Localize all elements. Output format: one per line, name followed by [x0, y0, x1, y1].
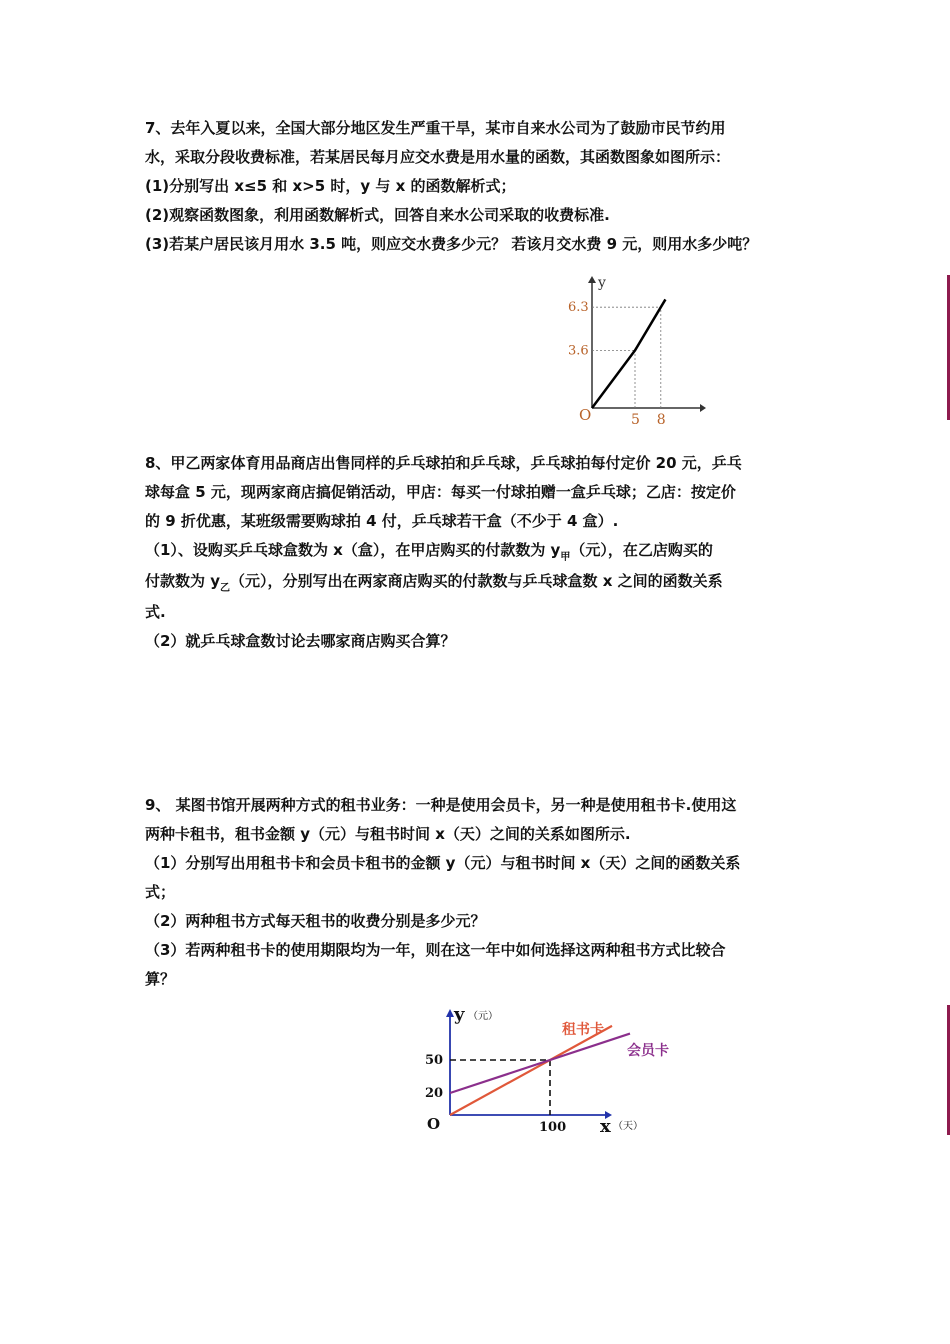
x-tick-label: 5: [631, 412, 640, 428]
q8-subscript-yi: 乙: [220, 583, 231, 594]
q8-line-5-a: 付款数为 y: [145, 572, 221, 590]
q7-line-4: (2)观察函数图象，利用函数解析式，回答自来水公司采取的收费标准.: [145, 206, 610, 224]
q8-line-3: 的 9 折优惠，某班级需要购球拍 4 付，乒乓球若干盒（不少于 4 盒）.: [145, 512, 619, 530]
question-7: [145, 114, 815, 259]
y-tick-label: 6.3: [568, 300, 589, 316]
q7-line-1: 7、去年入夏以来，全国大部分地区发生严重干旱，某市自来水公司为了鼓励市民节约用: [145, 119, 726, 137]
y-tick-label: 20: [425, 1086, 444, 1101]
x-tick-label: 100: [539, 1120, 567, 1135]
origin-label: O: [579, 406, 592, 424]
y-tick-label: 3.6: [568, 343, 589, 359]
x-axis-unit: （天）: [613, 1121, 643, 1132]
y-axis-arrow: [588, 276, 596, 283]
q7-line-5: (3)若某户居民该月用水 3.5 吨，则应交水费多少元？ 若该月交水费 9 元，则用水多少吨？: [145, 235, 758, 253]
q7-line-3: (1)分别写出 x≤5 和 x>5 时，y 与 x 的函数解析式；: [145, 177, 516, 195]
y-axis-arrow: [446, 1009, 454, 1017]
legend-label-rental-card: 租书卡: [562, 1022, 604, 1038]
question-8: [145, 449, 815, 656]
q8-line-5-b: （元），分别写出在两家商店购买的付款数与乒乓球盒数 x 之间的函数关系: [230, 572, 723, 590]
series-line-1: [450, 1034, 630, 1093]
q8-line-4-a: （1）、设购买乒乓球盒数为 x（盒），在甲店购买的付款数为 y: [145, 541, 561, 559]
q8-line-4-b: （元），在乙店购买的: [570, 541, 713, 559]
y-tick-label: 50: [425, 1053, 444, 1068]
x-axis-label: x: [600, 1116, 611, 1137]
series-line-0: [450, 1026, 612, 1115]
question-9: [145, 791, 815, 994]
y-axis-unit: （元）: [468, 1011, 498, 1022]
q8-line-6: 式.: [145, 603, 166, 621]
q9-line-1: 9、 某图书馆开展两种方式的租书业务：一种是使用会员卡，另一种是使用租书卡.使用这: [145, 796, 737, 814]
q8-line-7: （2）就乒乓球盒数讨论去哪家商店购买合算？: [145, 632, 456, 650]
q9-line-4: 式；: [145, 883, 176, 901]
origin-label: O: [427, 1115, 441, 1133]
q9-line-2: 两种卡租书，租书金额 y（元）与租书时间 x（天）之间的关系如图所示.: [145, 825, 631, 843]
q8-subscript-jia: 甲: [560, 552, 571, 563]
q8-line-4: [145, 536, 815, 567]
x-tick-label: 8: [656, 412, 666, 428]
legend-label-member-card: 会员卡: [627, 1043, 669, 1059]
fee-series-line: [592, 299, 665, 408]
water-fee-chart: [560, 265, 720, 435]
q9-line-3: （1）分别写出用租书卡和会员卡租书的金额 y（元）与租书时间 x（天）之间的函数关系: [145, 854, 741, 872]
q8-line-2: 球每盒 5 元，现两家商店搞促销活动，甲店：每买一付球拍赠一盒乒乓球；乙店：按定价: [145, 483, 736, 501]
y-axis-label: y: [454, 1004, 465, 1025]
y-axis-label: y: [598, 275, 606, 291]
q9-line-5: （2）两种租书方式每天租书的收费分别是多少元？: [145, 912, 486, 930]
x-axis-arrow: [700, 404, 706, 412]
q8-line-5: [145, 567, 815, 598]
q7-line-2: 水，采取分段收费标准，若某居民每月应交水费是用水量的函数，其函数图象如图所示：: [145, 148, 731, 166]
q8-line-1: 8、甲乙两家体育用品商店出售同样的乒乓球拍和乒乓球，乒乓球拍每付定价 20 元，乒乓: [145, 454, 742, 472]
q9-line-7: 算？: [145, 970, 176, 988]
book-rental-chart: [415, 995, 685, 1140]
q9-line-6: （3）若两种租书卡的使用期限均为一年，则在这一年中如何选择这两种租书方式比较合: [145, 941, 726, 959]
